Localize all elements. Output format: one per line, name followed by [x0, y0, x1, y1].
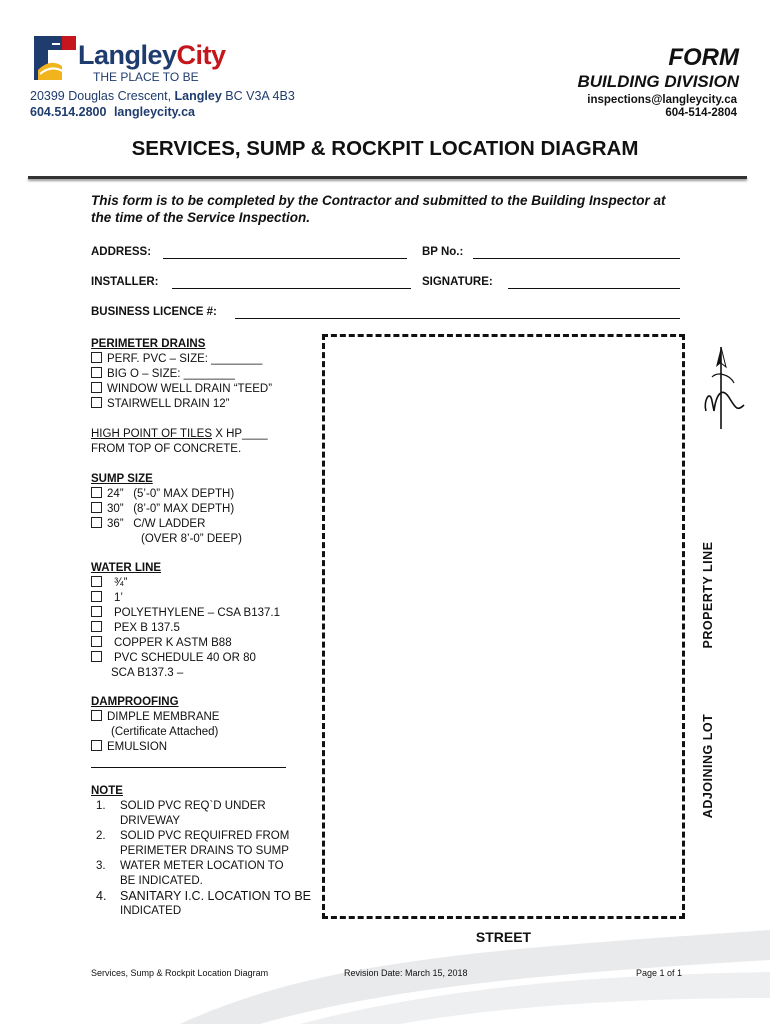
dampproofing-note: (Certificate Attached): [111, 726, 219, 738]
installer-label: INSTALLER:: [91, 276, 159, 288]
dampproofing-section: [91, 695, 219, 755]
sump-size-heading: SUMP SIZE: [91, 473, 153, 485]
water-line-option[interactable]: ¾”: [91, 576, 280, 591]
signature-field[interactable]: [508, 288, 680, 289]
note-section: [91, 784, 311, 919]
perimeter-drain-option[interactable]: STAIRWELL DRAIN 12”: [91, 397, 272, 412]
perimeter-drains-section: [91, 337, 272, 412]
footer-form-name: Services, Sump & Rockpit Location Diagram: [91, 968, 269, 978]
perimeter-drain-option[interactable]: PERF. PVC – SIZE: ________: [91, 352, 272, 367]
checkbox[interactable]: [91, 502, 102, 513]
city-contact: 604.514.2800 langleycity.ca: [30, 105, 196, 119]
checkbox[interactable]: [91, 591, 102, 602]
water-line-option[interactable]: POLYETHYLENE – CSA B137.1: [91, 606, 280, 621]
checkbox[interactable]: [91, 352, 102, 363]
business-licence-field[interactable]: [235, 318, 680, 319]
checkbox[interactable]: [91, 487, 102, 498]
water-line-heading: WATER LINE: [91, 562, 162, 574]
checkbox[interactable]: [91, 606, 102, 617]
water-line-continuation: SCA B137.3 –: [111, 667, 184, 679]
checkbox[interactable]: [91, 651, 102, 662]
perimeter-drain-option[interactable]: WINDOW WELL DRAIN “TEED”: [91, 382, 272, 397]
city-address: 20399 Douglas Crescent, Langley BC V3A 4B3: [30, 89, 295, 103]
footer-revision-date: Revision Date: March 15, 2018: [344, 968, 468, 978]
checkbox[interactable]: [91, 621, 102, 632]
installer-field[interactable]: [172, 288, 411, 289]
property-line-label: PROPERTY LINE: [701, 541, 715, 649]
logo-tagline: THE PLACE TO BE: [93, 70, 199, 84]
note-item: 1. SOLID PVC REQ`D UNDER DRIVEWAY: [96, 800, 266, 827]
water-line-option[interactable]: PEX B 137.5: [91, 621, 280, 636]
high-point-label: HIGH POINT OF TILES: [91, 428, 212, 440]
checkbox[interactable]: [91, 382, 102, 393]
dampproofing-heading: DAMPROOFING: [91, 696, 179, 708]
intro-instructions: This form is to be completed by the Contractor and submitted to the Building Inspector at the time of the Service Inspection.: [91, 193, 666, 225]
checkbox[interactable]: [91, 576, 102, 587]
page-title: SERVICES, SUMP & ROCKPIT LOCATION DIAGRAM: [131, 137, 639, 160]
dampproofing-option[interactable]: EMULSION: [91, 740, 219, 755]
water-line-option[interactable]: 1’: [91, 591, 280, 606]
note-item: 2. SOLID PVC REQUIFRED FROM PERIMETER DRAINS TO SUMP: [96, 830, 290, 857]
note-heading: NOTE: [91, 785, 123, 797]
note-item: 4. SANITARY I.C. LOCATION TO BE INDICATED: [96, 889, 312, 917]
street-label: STREET: [475, 929, 532, 945]
high-point-field[interactable]: X HP____: [215, 428, 268, 440]
checkbox[interactable]: [91, 397, 102, 408]
water-line-option[interactable]: PVC SCHEDULE 40 OR 80: [91, 651, 280, 666]
high-point-line2: FROM TOP OF CONCRETE.: [91, 443, 242, 455]
sump-size-section: [91, 472, 242, 547]
north-arrow-icon: [700, 345, 748, 431]
city-website-link[interactable]: langleycity.ca: [113, 105, 196, 119]
perimeter-drain-option[interactable]: BIG O – SIZE: ________: [91, 367, 272, 382]
checkbox[interactable]: [91, 367, 102, 378]
adjoining-lot-label: ADJOINING LOT: [701, 713, 715, 819]
address-label: ADDRESS:: [91, 246, 152, 258]
division-email[interactable]: inspections@langleycity.ca: [587, 94, 737, 106]
section-divider: [91, 767, 286, 768]
high-point-section: [91, 427, 268, 457]
checkbox[interactable]: [91, 517, 102, 528]
division-name: BUILDING DIVISION: [577, 72, 739, 91]
logo-wordmark: LangleyCity: [78, 40, 226, 70]
sump-size-continuation: (OVER 8’-0” DEEP): [141, 533, 242, 545]
note-item: 3. WATER METER LOCATION TO BE INDICATED.: [96, 860, 284, 887]
sump-size-option[interactable]: 36” C/W LADDER: [91, 517, 242, 532]
bp-no-field[interactable]: [473, 258, 680, 259]
title-divider: [28, 176, 747, 179]
perimeter-drains-heading: PERIMETER DRAINS: [91, 338, 206, 350]
water-line-option[interactable]: COPPER K ASTM B88: [91, 636, 280, 651]
sump-size-option[interactable]: 30” (8’-0” MAX DEPTH): [91, 502, 242, 517]
footer-page-number: Page 1 of 1: [635, 968, 682, 978]
bp-no-label: BP No.:: [422, 246, 464, 258]
dampproofing-option[interactable]: DIMPLE MEMBRANE: [91, 710, 219, 725]
checkbox[interactable]: [91, 636, 102, 647]
water-line-section: [91, 561, 280, 681]
form-label: FORM: [668, 44, 739, 71]
checkbox[interactable]: [91, 710, 102, 721]
checkbox[interactable]: [91, 740, 102, 751]
sump-size-option[interactable]: 24” (5’-0” MAX DEPTH): [91, 487, 242, 502]
business-licence-label: BUSINESS LICENCE #:: [91, 306, 217, 318]
address-field[interactable]: [163, 258, 407, 259]
division-phone: 604-514-2804: [665, 107, 737, 119]
site-plan-drawing-area[interactable]: [322, 334, 685, 919]
signature-label: SIGNATURE:: [422, 276, 493, 288]
